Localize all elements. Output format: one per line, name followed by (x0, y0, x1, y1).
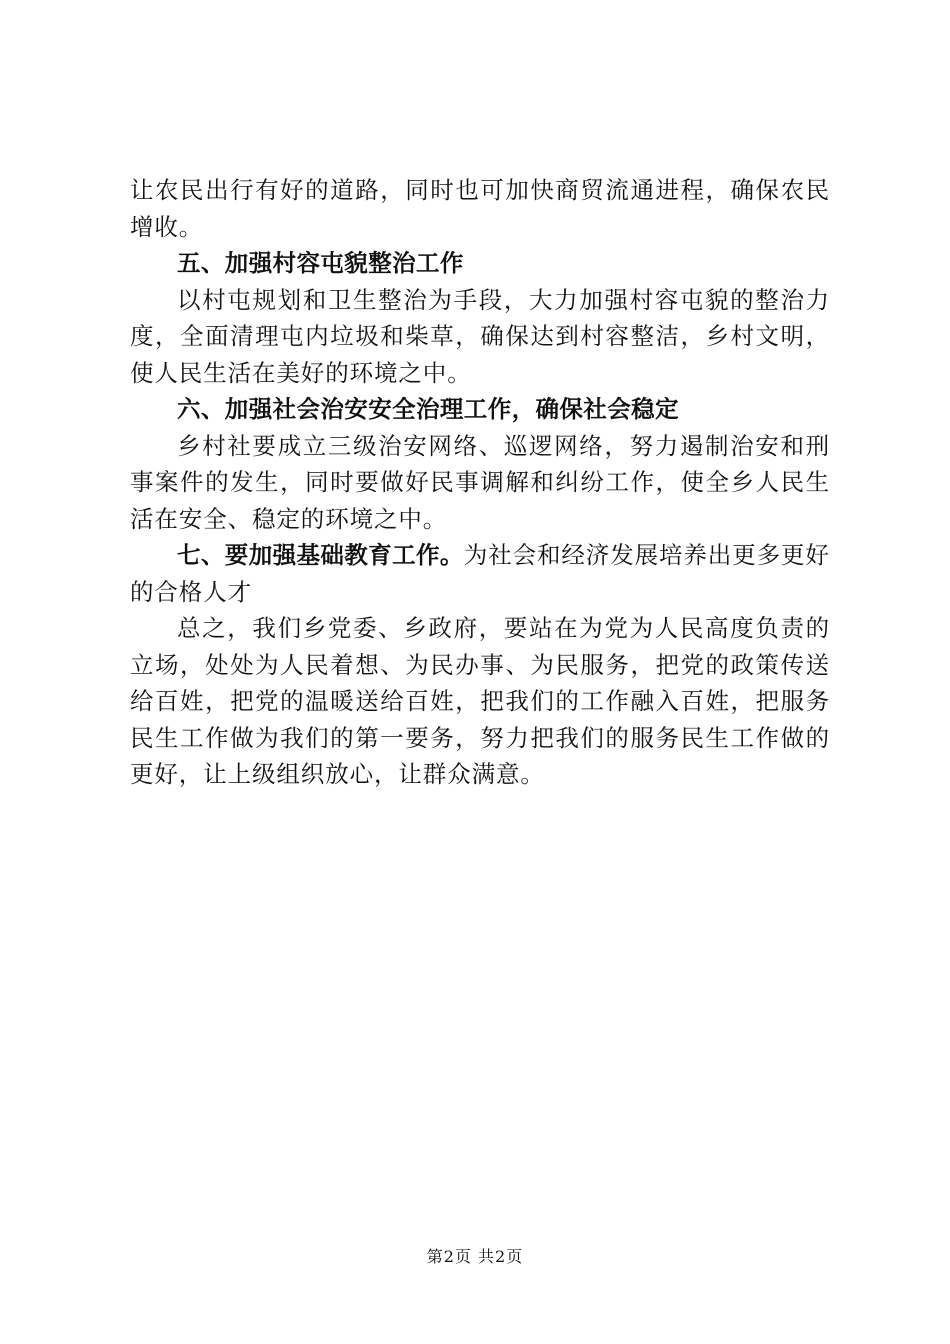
paragraph-section-6: 乡村社要成立三级治安网络、巡逻网络，努力遏制治安和刑事案件的发生，同时要做好民事调解和纠纷工作，使全乡人民生活在安全、稳定的环境之中。 (130, 431, 830, 533)
page-number-footer: 第2页 共2页 (426, 1247, 524, 1266)
heading-section-7-text: 为社会和经济发展培养出更多更好的合格人才 (130, 541, 830, 606)
paragraph-summary: 总之，我们乡党委、乡政府，要站在为党为人民高度负责的立场，处处为人民着想、为民办事、为民服务，把党的政策传送给百姓，把党的温暖送给百姓，把我们的工作融入百姓，把服务民生工作做为我们的第一要务，努力把我们的服务民生工作做的更好，让上级组织放心，让群众满意。 (130, 614, 830, 788)
heading-section-6: 六、加强社会治安安全治理工作，确保社会稳定 (177, 395, 679, 423)
paragraph-intro: 让农民出行有好的道路，同时也可加快商贸流通进程，确保农民增收。 (130, 176, 830, 241)
paragraph-section-5: 以村屯规划和卫生整治为手段，大力加强村容屯貌的整治力度，全面清理屯内垃圾和柴草，确保达到村容整洁，乡村文明，使人民生活在美好的环境之中。 (130, 285, 830, 387)
document-body (130, 172, 830, 793)
heading-section-7 (130, 537, 830, 610)
heading-section-7-title: 七、要加强基础教育工作。 (177, 541, 464, 569)
heading-section-5: 五、加强村容屯貌整治工作 (177, 249, 464, 277)
